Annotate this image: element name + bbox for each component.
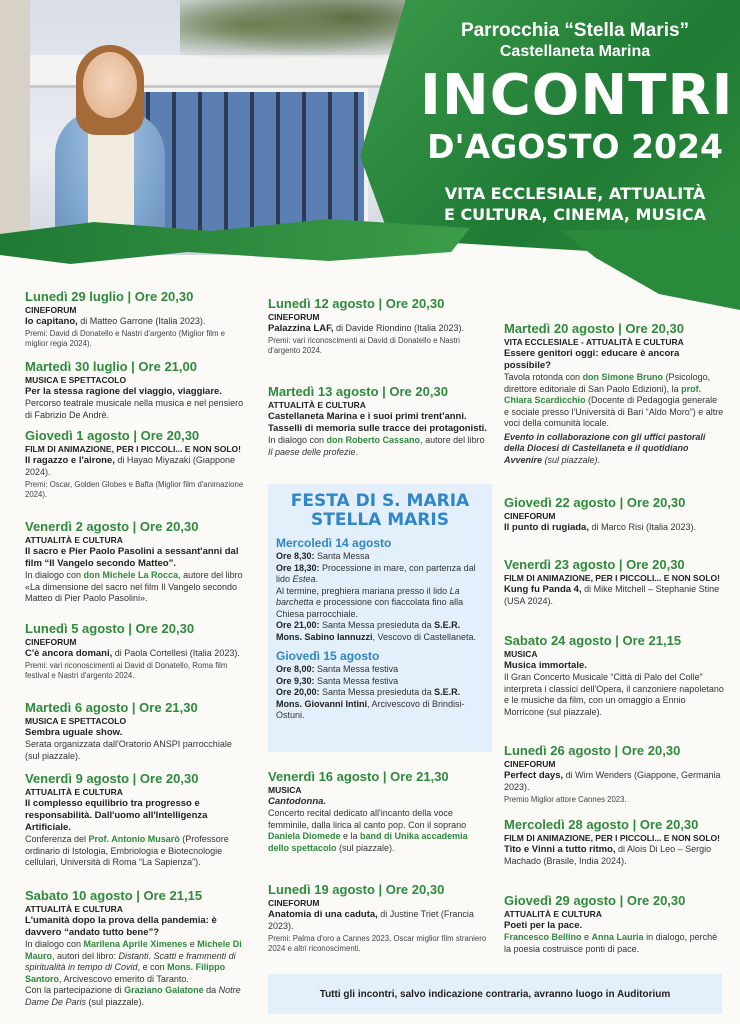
event-title: Essere genitori oggi: educare è ancora possibile? (504, 348, 680, 371)
event-category: ATTUALITÀ E CULTURA (504, 909, 602, 919)
speaker-name: Daniela Diomede (268, 831, 341, 841)
event-title: Cantodonna. (268, 796, 327, 807)
event-title: Sembra uguale show. (25, 727, 123, 738)
event-aug19: Lunedì 19 agosto | Ore 20,30 CINEFORUM Anatomia di una caduta, di Justine Triet (Francia 2023). Premi: Palma d'oro a Cannes 2023, Oscar miglior film straniero 2024 e altri riconoscimenti. (268, 882, 490, 954)
header (0, 0, 740, 285)
event-aug2: Venerdì 2 agosto | Ore 20,30 ATTUALITÀ E CULTURA Il sacro e Pier Paolo Pasolini a sessant'anni dal film “Il Vangelo secondo Matteo”. In dialogo con don Michele La Rocca, autore del libro «La dimensione del sacro nel film Il Vangelo secondo Matteo di Pier Paolo Pasolini». (25, 519, 247, 605)
festa-schedule-row: Ore 18,30: Processione in mare, con partenza dal lido Estea. (276, 562, 476, 584)
event-prizes: Premio Miglior attore Cannes 2023. (504, 794, 627, 804)
parish-location: Castellaneta Marina (499, 43, 651, 60)
book-title: Il paese delle profezie (268, 446, 356, 457)
event-title: Il ragazzo e l'airone, (25, 455, 115, 466)
festa-schedule-row: Ore 9,30: Santa Messa festiva (276, 675, 399, 686)
event-note: Evento in collaborazione con gli uffici pastorali della Diocesi di Castellaneta e il quotidiano Avvenire (504, 431, 706, 465)
event-title: C'è ancora domani, (25, 648, 113, 659)
event-category: CINEFORUM (25, 305, 77, 315)
event-aug26: Lunedì 26 agosto | Ore 20,30 CINEFORUM Perfect days, di Wim Wenders (Giappone, Germania 2023). Premio Miglior attore Cannes 2023. (504, 743, 724, 805)
speaker-name: don Michele La Rocca (83, 570, 179, 580)
speaker-name: Graziano Galatone (124, 985, 204, 995)
event-title: Tito e Vinni a tutto ritmo, (504, 844, 616, 855)
event-category: ATTUALITÀ E CULTURA (25, 535, 123, 545)
event-description: Serata organizzata dall'Oratorio ANSPI parrocchiale (sul piazzale). (25, 739, 232, 761)
show-title: Notre Dame De Paris (25, 985, 241, 1007)
event-category: ATTUALITÀ E CULTURA (25, 787, 123, 797)
event-heading: Venerdì 23 agosto | Ore 20,30 (504, 557, 685, 572)
event-aug12: Lunedì 12 agosto | Ore 20,30 CINEFORUM Palazzina LAF, di Davide Riondino (Italia 2023). Premi: vari riconoscimenti ai David di Donatello e Nastri d'argento 2024. (268, 296, 490, 356)
speaker-name: Prof. Antonio Musarò (88, 834, 180, 844)
event-heading: Sabato 24 agosto | Ore 21,15 (504, 633, 682, 648)
event-aug6 (25, 700, 247, 762)
parish-name (420, 20, 730, 61)
festa-schedule-row: Ore 21,00: Santa Messa presieduta da S.E.R. Mons. Sabino Iannuzzi, Vescovo di Castellaneta. (276, 620, 477, 642)
event-category: FILM DI ANIMAZIONE, PER I PICCOLI... E NON SOLO! (25, 444, 241, 454)
event-aug20: Martedì 20 agosto | Ore 20,30 VITA ECCLESIALE - ATTUALITÀ E CULTURA Essere genitori oggi: educare è ancora possibile? Tavola rotonda con don Simone Bruno (Psicologo, direttore editoriale di San Paolo Edizioni), la prof. Chiara Scardicchio (Docente di Pedagogia generale e sociale presso l'Università di Bari “Aldo Moro”) e altre voci della comunità locale. Evento in collaborazione con gli uffici pastorali della Diocesi di Castellaneta e il quotidiano Avvenire (sul piazzale). (504, 321, 724, 465)
event-aug10: Sabato 10 agosto | Ore 21,15 ATTUALITÀ E CULTURA L'umanità dopo la prova della pandemia: è davvero “andato tutto bene”? In dialogo con Marilena Aprile Ximenes e Michele Di Mauro, autori del libro: Distanti. Scatti e frammenti di spiritualità in tempo di Covid, e con Mons. Filippo Santoro, Arcivescovo emerito di Taranto. Con la partecipazione di Graziano Galatone da Notre Dame De Paris (sul piazzale). (25, 888, 247, 1008)
book-title: Distanti. Scatti e frammenti di spiritualità in tempo di Covid (25, 950, 236, 972)
festa-day-heading: Mercoledì 14 agosto (276, 536, 392, 550)
event-heading: Martedì 20 agosto | Ore 20,30 (504, 321, 684, 336)
event-aug1: Giovedì 1 agosto | Ore 20,30 FILM DI ANIMAZIONE, PER I PICCOLI... E NON SOLO! Il ragazzo e l'airone, di Hayao Miyazaki (Giappone 2024). Premi: Oscar, Golden Globes e Bafta (Miglior film d'animazione 2024). (25, 428, 247, 500)
event-heading: Martedì 6 agosto | Ore 21,30 (25, 700, 198, 715)
event-title: Perfect days, (504, 770, 564, 781)
event-heading: Sabato 10 agosto | Ore 21,15 (25, 888, 203, 903)
speaker-name: don Simone Bruno (582, 372, 664, 382)
event-title: Kung fu Panda 4, (504, 584, 582, 595)
event-category: ATTUALITÀ E CULTURA (25, 904, 123, 914)
event-heading: Lunedì 26 agosto | Ore 20,30 (504, 743, 681, 758)
event-aug13: Martedì 13 agosto | Ore 20,30 ATTUALITÀ E CULTURA Castellaneta Marina e i suoi primi trent'anni. Tasselli di memoria sulle tracce dei protagonisti. In dialogo con don Roberto Cassano, autore del libro Il paese delle profezie. (268, 384, 490, 458)
event-heading: Giovedì 29 agosto | Ore 20,30 (504, 893, 686, 908)
event-title: Musica immortale. (504, 660, 587, 671)
event-title: Il sacro e Pier Paolo Pasolini a sessant'anni dal film “Il Vangelo secondo Matteo”. (25, 546, 239, 569)
event-prizes: Premi: vari riconoscimenti ai David di Donatello e Nastri d'argento 2024. (268, 336, 460, 355)
event-heading: Martedì 30 luglio | Ore 21,00 (25, 359, 197, 374)
speaker-name: Michele Di Mauro (25, 939, 242, 961)
speaker-name: Mons. Filippo Santoro (25, 962, 226, 984)
festa-box (268, 484, 492, 752)
event-heading: Venerdì 16 agosto | Ore 21,30 (268, 769, 449, 784)
main-title-year: D'AGOSTO 2024 (427, 127, 723, 166)
parish-title: Parrocchia “Stella Maris” (460, 20, 690, 41)
event-aug23: Venerdì 23 agosto | Ore 20,30 FILM DI ANIMAZIONE, PER I PICCOLI... E NON SOLO! Kung fu Panda 4, di Mike Mitchell – Stephanie Stine (USA 2024). (504, 557, 724, 608)
event-heading: Lunedì 5 agosto | Ore 20,30 (25, 621, 195, 636)
festa-schedule-row: Ore 8,00: Santa Messa festiva (276, 664, 399, 674)
event-aug16: Venerdì 16 agosto | Ore 21,30 MUSICA Cantodonna. Concerto recital dedicato all'incanto della voce femminile, dalla lirica al canto pop. Con il soprano Daniela Diomede e la band di Unika accademia dello spettacolo (sul piazzale). (268, 769, 490, 854)
event-heading: Venerdì 9 agosto | Ore 20,30 (25, 771, 199, 786)
event-aug5: Lunedì 5 agosto | Ore 20,30 CINEFORUM C'è ancora domani, di Paola Cortellesi (Italia 2023). Premi: vari riconoscimenti ai David di Donatello, Roma film festival e Nastri d'argento 2024. (25, 621, 247, 681)
subtitle: VITA ECCLESIALE, ATTUALITÀ E CULTURA, CINEMA, MUSICA (443, 184, 707, 224)
event-prizes: Premi: Palma d'oro a Cannes 2023, Oscar miglior film straniero 2024 e altri riconoscimenti. (268, 933, 487, 953)
event-category: CINEFORUM (268, 312, 320, 322)
event-jul30 (25, 359, 247, 421)
speaker-name: prof. Chiara Scardicchio (504, 383, 702, 405)
event-description: Il Gran Concerto Musicale “Città di Palo del Colle” interpreta i classici dell'Opera, il canzoniere napoletano e le musiche da film, con un omaggio a Ennio Morricone (sul piazzale). (504, 672, 724, 717)
event-aug28: Mercoledì 28 agosto | Ore 20,30 FILM DI ANIMAZIONE, PER I PICCOLI... E NON SOLO! Tito e Vinni a tutto ritmo, di Alois Di Leo – Sergio Machado (Brasile, India 2024). (504, 817, 724, 868)
festa-schedule-row: Ore 20,00: Santa Messa presieduta da S.E.R. Mons. Giovanni Intini, Arcivescovo di Brindisi-Ostuni. (276, 687, 465, 720)
festa-schedule-row: Al termine, preghiera mariana presso il lido La barchetta e processione con fiaccolata fino alla Chiesa parrocchiale. (276, 585, 464, 619)
event-heading: Lunedì 19 agosto | Ore 20,30 (268, 882, 445, 897)
event-title: Anatomia di una caduta, (268, 909, 378, 920)
event-aug9: Venerdì 9 agosto | Ore 20,30 ATTUALITÀ E CULTURA Il complesso equilibrio tra progresso e responsabilità. Dall'uomo all'Intelligenza Artificiale. Conferenza del Prof. Antonio Musarò (Professore ordinario di Istologia, Embriologia e Biotecnologie cellulari, Università di Roma “La Sapienza”). (25, 771, 247, 869)
event-title: Io capitano, (25, 316, 78, 327)
event-category: FILM DI ANIMAZIONE, PER I PICCOLI... E NON SOLO! (504, 573, 720, 583)
event-title: Palazzina LAF, (268, 323, 334, 334)
event-heading: Giovedì 22 agosto | Ore 20,30 (504, 495, 686, 510)
event-heading: Giovedì 1 agosto | Ore 20,30 (25, 428, 200, 443)
event-jul29: Lunedì 29 luglio | Ore 20,30 CINEFORUM Io capitano, di Matteo Garrone (Italia 2023). Premi: David di Donatello e Nastri d'argento (Miglior film e miglior regia 2024). (25, 289, 247, 349)
event-category: FILM DI ANIMAZIONE, PER I PICCOLI... E NON SOLO! (504, 833, 720, 843)
festa-day-heading: Giovedì 15 agosto (276, 649, 380, 663)
event-category: MUSICA (268, 785, 302, 795)
speaker-name: don Roberto Cassano (326, 435, 421, 445)
event-title: Poeti per la pace. (504, 920, 583, 931)
festa-title: FESTA DI S. MARIA STELLA MARIS (290, 491, 470, 530)
event-title: L'umanità dopo la prova della pandemia: è davvero “andato tutto bene”? (25, 915, 217, 938)
event-category: MUSICA (504, 649, 538, 659)
event-prizes: Premi: Oscar, Golden Globes e Bafta (Miglior film d'animazione 2024). (25, 479, 244, 499)
event-heading: Venerdì 2 agosto | Ore 20,30 (25, 519, 199, 534)
event-description: Percorso teatrale musicale nella musica e nel pensiero di Fabrizio De Andrè. (25, 398, 244, 420)
main-title: INCONTRI (420, 63, 734, 128)
event-title: Il complesso equilibrio tra progresso e responsabilità. Dall'uomo all'Intelligenza Artificiale. (25, 798, 208, 833)
event-category: CINEFORUM (25, 637, 77, 647)
event-category: MUSICA E SPETTACOLO (25, 716, 127, 726)
event-aug22: Giovedì 22 agosto | Ore 20,30 CINEFORUM Il punto di rugiada, di Marco Risi (Italia 2023). (504, 495, 724, 534)
event-aug29: Giovedì 29 agosto | Ore 20,30 ATTUALITÀ E CULTURA Poeti per la pace. Francesco Bellino e Anna Lauria in dialogo, perché la poesia costruisce ponti di pace. (504, 893, 724, 955)
event-aug24 (504, 633, 724, 718)
event-category: ATTUALITÀ E CULTURA (268, 400, 366, 410)
event-prizes: Premi: vari riconoscimenti ai David di Donatello, Roma film festival e Nastri d'argento 2024. (25, 661, 228, 680)
speaker-name: Francesco Bellino (504, 932, 582, 942)
event-heading: Mercoledì 28 agosto | Ore 20,30 (504, 817, 699, 832)
event-title: Castellaneta Marina e i suoi primi trent'anni. Tasselli di memoria sulle tracce dei protagonisti. (268, 411, 487, 434)
event-title: Il punto di rugiada, (504, 522, 589, 533)
event-category: MUSICA E SPETTACOLO (25, 375, 127, 385)
speaker-name: band di Unika accademia dello spettacolo (268, 831, 468, 853)
footer-note: Tutti gli incontri, salvo indicazione contraria, avranno luogo in Auditorium (268, 974, 722, 1014)
green-brush-stroke (560, 230, 740, 310)
event-title: Per la stessa ragione del viaggio, viaggiare. (25, 386, 222, 397)
speaker-name: Marilena Aprile Ximenes (83, 939, 188, 949)
speaker-name: Anna Lauria (591, 932, 644, 942)
statue-photo (0, 0, 420, 255)
event-category: VITA ECCLESIALE - ATTUALITÀ E CULTURA (504, 337, 684, 347)
event-category: CINEFORUM (504, 759, 556, 769)
event-category: CINEFORUM (268, 898, 320, 908)
event-category: CINEFORUM (504, 511, 556, 521)
event-heading: Martedì 13 agosto | Ore 20,30 (268, 384, 448, 399)
event-heading: Lunedì 29 luglio | Ore 20,30 (25, 289, 194, 304)
festa-schedule-row: Ore 8,30: Santa Messa (276, 551, 370, 561)
event-heading: Lunedì 12 agosto | Ore 20,30 (268, 296, 445, 311)
event-prizes: Premi: David di Donatello e Nastri d'argento (Miglior film e miglior regia 2024). (25, 329, 225, 348)
